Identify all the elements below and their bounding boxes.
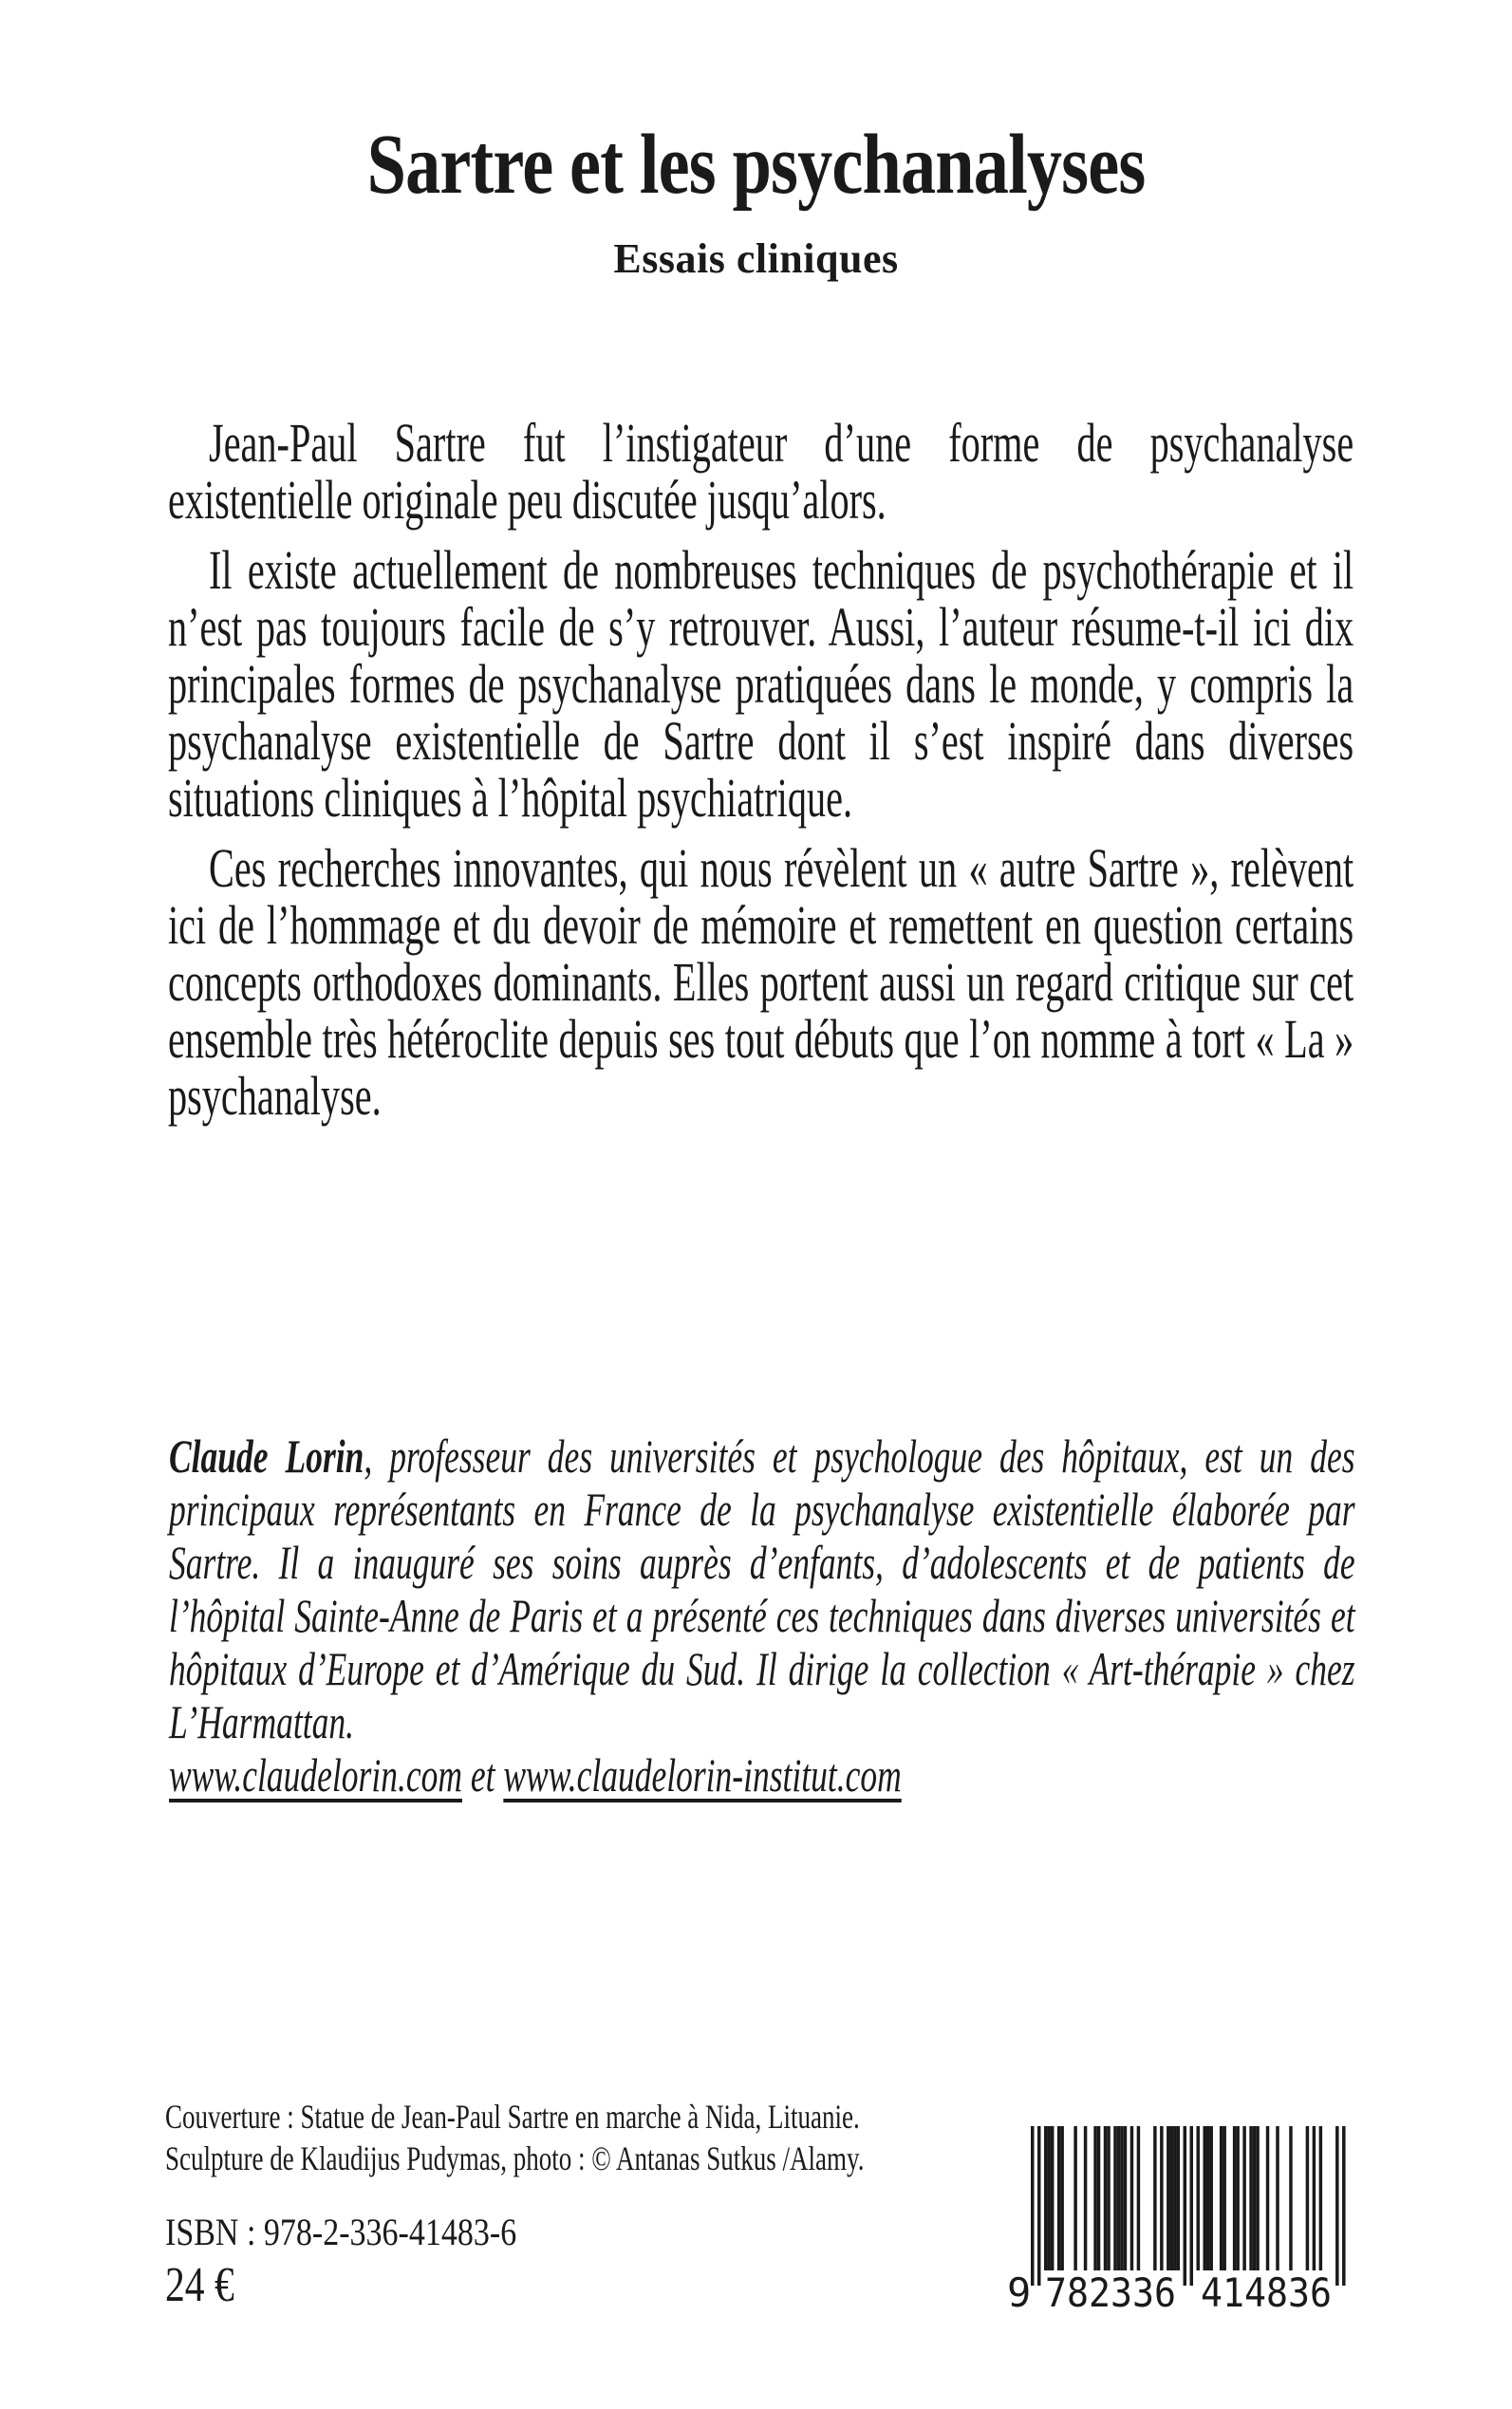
book-subtitle: Essais cliniques [613, 235, 899, 282]
synopsis [168, 412, 1354, 1127]
author-bio-text [169, 1429, 1355, 1748]
barcode-digits-right: 414836 [1201, 2269, 1332, 2311]
cover-credit-line-2: Sculpture de Klaudijus Pudymas, photo : © Antanas Sutkus /Alamy. [165, 2139, 865, 2177]
author-name: Claude Lorin [169, 1429, 364, 1483]
website-link-separator: et [461, 1748, 504, 1802]
website-link-primary[interactable]: www.claudelorin.com [169, 1748, 462, 1802]
isbn-text: ISBN : 978-2-336-41483-6 [165, 2211, 517, 2253]
author-websites [169, 1748, 1355, 1802]
synopsis-paragraph-3: Ces recherches innovantes, qui nous révèlent un « autre Sartre », relèvent ici de l’hommage et du devoir de mémoire et remettent en question certains concepts orthodoxes dominants. Elles portent aussi un regard critique sur cet ensemble très hétéroclite depuis ses tout débuts que l’on nomme à tort « La » psychanalyse. [168, 837, 1354, 1127]
book-title: Sartre et les psychanalyses [366, 118, 1146, 212]
website-link-institut[interactable]: www.claudelorin-institut.com [503, 1748, 902, 1802]
synopsis-paragraph-2: Il existe actuellement de nombreuses techniques de psychothérapie et il n’est pas toujours facile de s’y retrouver. Aussi, l’auteur résume-t-il ici dix principales formes de psychanalyse pratiquées dans le monde, y compris la psychanalyse existentielle de Sartre dont il s’est inspiré dans diverses situations cliniques à l’hôpital psychiatrique. [168, 539, 1354, 829]
author-bio [169, 1429, 1355, 1802]
price-text: 24 € [165, 2258, 234, 2312]
barcode-digit-lead: 9 [1007, 2269, 1032, 2311]
synopsis-paragraph-1: Jean-Paul Sartre fut l’instigateur d’une forme de psychanalyse existentielle originale peu discutée jusqu’alors. [168, 412, 1354, 531]
cover-credit-line-1: Couverture : Statue de Jean-Paul Sartre en marche à Nida, Lituanie. [165, 2098, 860, 2136]
cover-credit [165, 2096, 977, 2179]
barcode-digits-left: 782336 [1045, 2269, 1176, 2311]
author-bio-description: , professeur des universités et psychologue des hôpitaux, est un des principaux représentants en France de la psychanalyse existentielle élaborée par Sartre. Il a inauguré ses soins auprès d’enfants, d’adolescents et de patients de l’hôpital Sainte-Anne de Paris et a présenté ces techniques dans diverses universités et hôpitaux d’Europe et d’Amérique du Sud. Il dirige la collection « Art-thérapie » chez L’Harmattan. [169, 1429, 1355, 1748]
ean13-barcode [1007, 2126, 1358, 2311]
ean13-barcode-svg [1007, 2126, 1358, 2311]
barcode-bars [1031, 2126, 1346, 2286]
